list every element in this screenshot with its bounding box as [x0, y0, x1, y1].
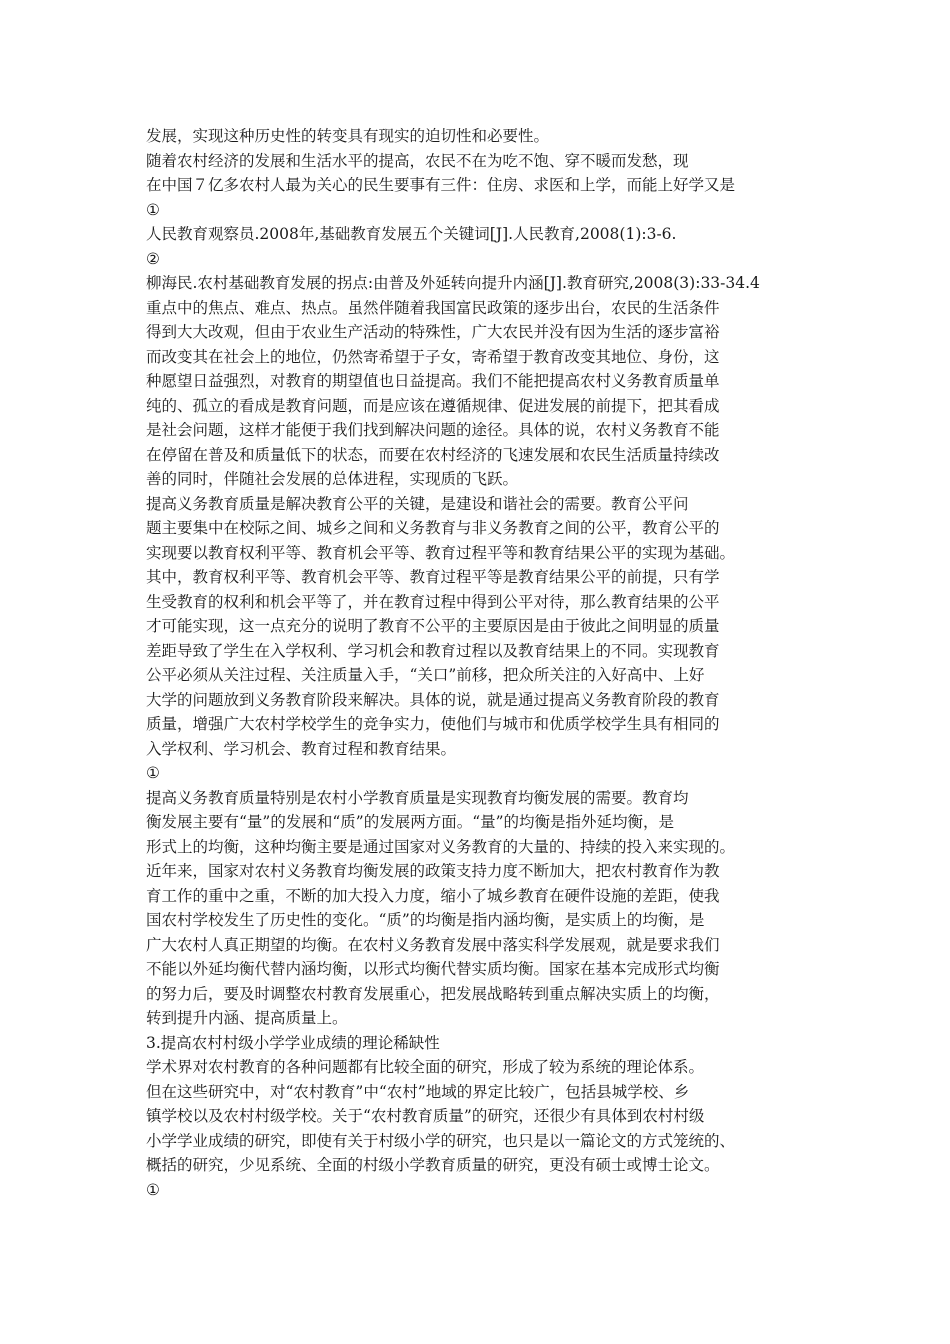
text-line: 发展，实现这种历史性的转变具有现实的迫切性和必要性。	[146, 127, 550, 145]
text-line: 概括的研究，少见系统、全面的村级小学教育质量的研究，更没有硕士或博士论文。	[146, 1156, 720, 1174]
text-line: 转到提升内涵、提高质量上。	[146, 1009, 348, 1027]
text-line: 是社会问题，这样才能便于我们找到解决问题的途径。具体的说，农村义务教育不能	[146, 421, 720, 439]
text-line: 小学学业成绩的研究，即使有关于村级小学的研究，也只是以一篇论文的方式笼统的、	[146, 1131, 736, 1150]
text-line: 而改变其在社会上的地位，仍然寄希望于子女，寄希望于教育改变其地位、身份，这	[146, 347, 720, 366]
text-line: 3.提高农村村级小学学业成绩的理论稀缺性	[146, 1033, 440, 1052]
text-line: 得到大大改观，但由于农业生产活动的特殊性，广大农民并没有因为生活的逐步富裕	[146, 323, 720, 341]
document-body	[146, 124, 796, 1202]
footnote-marker: ②	[146, 249, 160, 268]
text-line: 质量，增强广大农村学校学生的竞争实力，使他们与城市和优质学校学生具有相同的	[146, 715, 720, 733]
text-line: 镇学校以及农村村级学校。关于“农村教育质量”的研究，还很少有具体到农村村级	[146, 1107, 705, 1125]
text-line: 大学的问题放到义务教育阶段来解决。具体的说，就是通过提高义务教育阶段的教育	[146, 690, 720, 709]
text-line: 近年来，国家对农村义务教育均衡发展的政策支持力度不断加大，把农村教育作为教	[146, 862, 720, 880]
text-line: 生受教育的权利和机会平等了，并在教育过程中得到公平对待，那么教育结果的公平	[146, 592, 720, 611]
footnote-marker: ①	[146, 1180, 160, 1199]
text-line: 题主要集中在校际之间、城乡之间和义务教育与非义务教育之间的公平，教育公平的	[146, 519, 720, 537]
text-line: 人民教育观察员.2008年,基础教育发展五个关键词[J].人民教育,2008(1):3-6.	[146, 225, 677, 243]
text-line: 提高义务教育质量是解决教育公平的关键，是建设和谐社会的需要。教育公平问	[146, 494, 689, 513]
text-line: 纯的、孤立的看成是教育问题，而是应该在遵循规律、促进发展的前提下，把其看成	[146, 396, 720, 415]
text-line: 实现要以教育权利平等、教育机会平等、教育过程平等和教育结果公平的实现为基础。	[146, 543, 736, 562]
text-line: 才可能实现，这一点充分的说明了教育不公平的主要原因是由于彼此之间明显的质量	[146, 617, 720, 635]
text-line: 学术界对农村教育的各种问题都有比较全面的研究，形成了较为系统的理论体系。	[146, 1058, 705, 1076]
text-line: 在中国７亿多农村人最为关心的民生要事有三件：住房、求医和上学，而能上好学又是	[146, 176, 736, 194]
text-line: 重点中的焦点、难点、热点。虽然伴随着我国富民政策的逐步出台，农民的生活条件	[146, 298, 720, 317]
text-line: 公平必须从关注过程、关注质量入手，“关口”前移，把众所关注的入好高中、上好	[146, 666, 705, 684]
text-line: 广大农村人真正期望的均衡。在农村义务教育发展中落实科学发展观，就是要求我们	[146, 935, 720, 954]
text-line: 不能以外延均衡代替内涵均衡，以形式均衡代替实质均衡。国家在基本完成形式均衡	[146, 960, 720, 978]
text-line: 其中，教育权利平等、教育机会平等、教育过程平等是教育结果公平的前提，只有学	[146, 568, 720, 586]
footnote-marker: ①	[146, 200, 160, 219]
text-line: 善的同时，伴随社会发展的总体进程，实现质的飞跃。	[146, 470, 519, 488]
footnote-marker: ①	[146, 764, 160, 782]
text-line: 柳海民.农村基础教育发展的拐点:由普及外延转向提升内涵[J].教育研究,2008(3):33-34.4	[146, 274, 760, 292]
text-line: 育工作的重中之重，不断的加大投入力度，缩小了城乡教育在硬件设施的差距，使我	[146, 886, 720, 905]
text-line: 种愿望日益强烈，对教育的期望值也日益提高。我们不能把提高农村义务教育质量单	[146, 372, 720, 390]
text-line: 但在这些研究中，对“农村教育”中“农村”地域的界定比较广，包括县城学校、乡	[146, 1082, 690, 1101]
text-line: 差距导致了学生在入学权利、学习机会和教育过程以及教育结果上的不同。实现教育	[146, 641, 720, 660]
text-line: 提高义务教育质量特别是农村小学教育质量是实现教育均衡发展的需要。教育均	[146, 788, 689, 807]
text-line: 随着农村经济的发展和生活水平的提高，农民不在为吃不饱、穿不暖而发愁，现	[146, 151, 689, 170]
text-line: 形式上的均衡，这种均衡主要是通过国家对义务教育的大量的、持续的投入来实现的。	[146, 837, 736, 856]
text-line: 国农村学校发生了历史性的变化。“质”的均衡是指内涵均衡，是实质上的均衡，是	[146, 911, 705, 929]
text-line: 在停留在普及和质量低下的状态，而要在农村经济的飞速发展和农民生活质量持续改	[146, 445, 720, 464]
text-line: 衡发展主要有“量”的发展和“质”的发展两方面。“量”的均衡是指外延均衡，是	[146, 813, 675, 831]
text-line: 入学权利、学习机会、教育过程和教育结果。	[146, 739, 457, 758]
text-line: 的努力后，要及时调整农村教育发展重心，把发展战略转到重点解决实质上的均衡，	[146, 984, 720, 1003]
